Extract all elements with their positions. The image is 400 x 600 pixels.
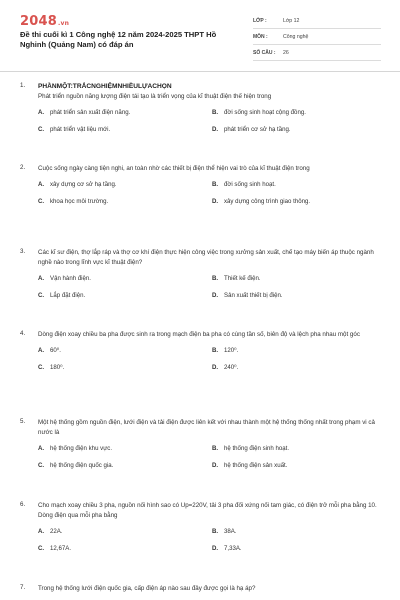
logo-text: 2048: [20, 14, 57, 29]
option-text: 22A.: [50, 528, 63, 535]
option-text: 120⁰.: [224, 347, 239, 354]
option-c[interactable]: [38, 198, 212, 205]
option-text: Sản xuất thiết bị điện.: [224, 292, 283, 299]
meta-label: MÔN :: [253, 33, 268, 40]
answer-options: [38, 528, 380, 552]
option-c[interactable]: [38, 462, 212, 469]
option-letter: B.: [212, 528, 219, 535]
option-letter: C.: [38, 545, 45, 552]
option-letter: A.: [38, 109, 45, 116]
option-letter: D.: [212, 462, 219, 469]
option-letter: D.: [212, 545, 219, 552]
option-text: Thiết kế điện.: [224, 275, 261, 282]
exam-title: Đề thi cuối kì 1 Công nghệ 12 năm 2024-2025 THPT Hồ Nghinh (Quảng Nam) có đáp án: [20, 30, 217, 50]
question-number: 6.: [20, 501, 26, 508]
question-number: 5.: [20, 418, 26, 425]
option-letter: D.: [212, 292, 219, 299]
question-6: [20, 501, 380, 552]
option-c[interactable]: [38, 545, 212, 552]
option-b[interactable]: [212, 445, 386, 452]
meta-value: Lớp 12: [283, 17, 300, 24]
answer-options: [38, 347, 380, 371]
answer-options: [38, 445, 380, 469]
question-text: Cuộc sống ngày càng tiện nghi, an toàn nhờ các thiết bị điện thể hiện vai trò của kĩ thuật điện trong: [38, 165, 310, 172]
option-text: đời sống sinh hoạt cộng đồng.: [224, 109, 306, 116]
option-letter: D.: [212, 364, 219, 371]
answer-options: [38, 109, 380, 133]
option-d[interactable]: [212, 462, 386, 469]
option-letter: C.: [38, 364, 45, 371]
question-number: 1.: [20, 82, 26, 89]
option-a[interactable]: [38, 528, 212, 535]
option-text: phát triển cơ sở hạ tầng.: [224, 126, 291, 133]
meta-label: LỚP :: [253, 17, 267, 24]
meta-row-subject: [253, 29, 381, 45]
section-title: PHẦNMỘT:TRẮCNGHIỆMNHIỀULỰACHỌN: [38, 83, 172, 90]
answer-options: [38, 275, 380, 299]
option-letter: B.: [212, 445, 219, 452]
exam-meta: [253, 13, 381, 61]
question-4: [20, 330, 380, 371]
option-text: hệ thống điện sản xuất.: [224, 462, 288, 469]
option-letter: A.: [38, 275, 45, 282]
option-letter: A.: [38, 347, 45, 354]
option-letter: A.: [38, 528, 45, 535]
option-d[interactable]: [212, 126, 386, 133]
option-d[interactable]: [212, 545, 386, 552]
question-text: Các kĩ sư điện, thợ lắp ráp và thợ cơ khí điện thực hiện công việc trong xưởng sản xuất, chế tạo máy biến áp thuộc ngành nghề nào trong lĩnh vực kĩ thuật điện?: [38, 249, 374, 266]
question-5: [20, 418, 380, 469]
option-text: đời sống sinh hoạt.: [224, 181, 276, 188]
question-3: [20, 248, 380, 299]
meta-label: SỐ CÂU :: [253, 49, 276, 56]
logo-suffix: .vn: [57, 20, 70, 27]
question-2: [20, 164, 380, 205]
question-text: Một hệ thống gồm nguồn điện, lưới điện và tải điện được liên kết với nhau thành một hệ thống thống nhất trong phạm vi cả nước là: [38, 419, 375, 436]
option-d[interactable]: [212, 198, 386, 205]
option-letter: B.: [212, 181, 219, 188]
option-text: 240⁰.: [224, 364, 239, 371]
option-text: phát triển sản xuất điện năng.: [50, 109, 131, 116]
option-a[interactable]: [38, 445, 212, 452]
option-d[interactable]: [212, 292, 386, 299]
question-7: [20, 584, 380, 594]
option-letter: C.: [38, 292, 45, 299]
option-a[interactable]: [38, 181, 212, 188]
question-1: [20, 82, 380, 133]
meta-row-class: [253, 13, 381, 29]
question-number: 2.: [20, 164, 26, 171]
option-letter: B.: [212, 347, 219, 354]
option-text: hệ thống điện khu vực.: [50, 445, 113, 452]
option-text: 7,33A.: [224, 545, 242, 552]
page-header: [0, 0, 400, 68]
option-a[interactable]: [38, 109, 212, 116]
question-number: 3.: [20, 248, 26, 255]
option-text: 180⁰.: [50, 364, 65, 371]
option-c[interactable]: [38, 364, 212, 371]
option-b[interactable]: [212, 181, 386, 188]
option-b[interactable]: [212, 347, 386, 354]
option-text: khoa học môi trường.: [50, 198, 109, 205]
option-letter: A.: [38, 181, 45, 188]
option-b[interactable]: [212, 528, 386, 535]
header-divider: [0, 71, 400, 72]
question-text: Cho mạch xoay chiều 3 pha, nguồn nối hình sao có Up=220V, tải 3 pha đối xứng nối tam giác, có điện trở mỗi pha bằng 10. Dòng điện qua mỗi pha bằng: [38, 502, 377, 519]
question-number: 7.: [20, 584, 26, 591]
question-number: 4.: [20, 330, 26, 337]
question-text: Phát triển nguồn năng lượng điện tái tạo là triển vọng của kĩ thuật điện thế hiện trong: [38, 93, 272, 100]
option-letter: B.: [212, 109, 219, 116]
option-text: Vận hành điện.: [50, 275, 91, 282]
option-text: 12,67A.: [50, 545, 72, 552]
option-b[interactable]: [212, 275, 386, 282]
option-text: phát triển vật liệu mới.: [50, 126, 111, 133]
question-text: Trong hệ thống lưới điện quốc gia, cấp điện áp nào sau đây được gọi là hạ áp?: [38, 585, 256, 592]
meta-value: 26: [283, 49, 289, 56]
option-letter: D.: [212, 126, 219, 133]
option-d[interactable]: [212, 364, 386, 371]
option-text: 60⁰.: [50, 347, 61, 354]
option-letter: C.: [38, 462, 45, 469]
option-letter: C.: [38, 126, 45, 133]
meta-value: Công nghệ: [283, 33, 309, 40]
option-text: Lắp đặt điện.: [50, 292, 86, 299]
option-text: xây dựng công trình giao thông.: [224, 198, 311, 205]
option-c[interactable]: [38, 126, 212, 133]
option-c[interactable]: [38, 292, 212, 299]
question-text: Dòng điện xoay chiều ba pha được sinh ra trong mạch điện ba pha có cùng tần số, biên độ và lệch pha nhau một góc: [38, 331, 360, 338]
option-text: 38A.: [224, 528, 237, 535]
option-letter: D.: [212, 198, 219, 205]
option-letter: C.: [38, 198, 45, 205]
option-letter: B.: [212, 275, 219, 282]
meta-row-count: [253, 45, 381, 61]
option-a[interactable]: [38, 275, 212, 282]
answer-options: [38, 181, 380, 205]
site-logo[interactable]: [20, 14, 69, 29]
option-b[interactable]: [212, 109, 386, 116]
option-letter: A.: [38, 445, 45, 452]
option-text: hệ thống điện sinh hoạt.: [224, 445, 290, 452]
option-text: xây dựng cơ sở hạ tầng.: [50, 181, 117, 188]
option-text: hệ thống điện quốc gia.: [50, 462, 114, 469]
option-a[interactable]: [38, 347, 212, 354]
